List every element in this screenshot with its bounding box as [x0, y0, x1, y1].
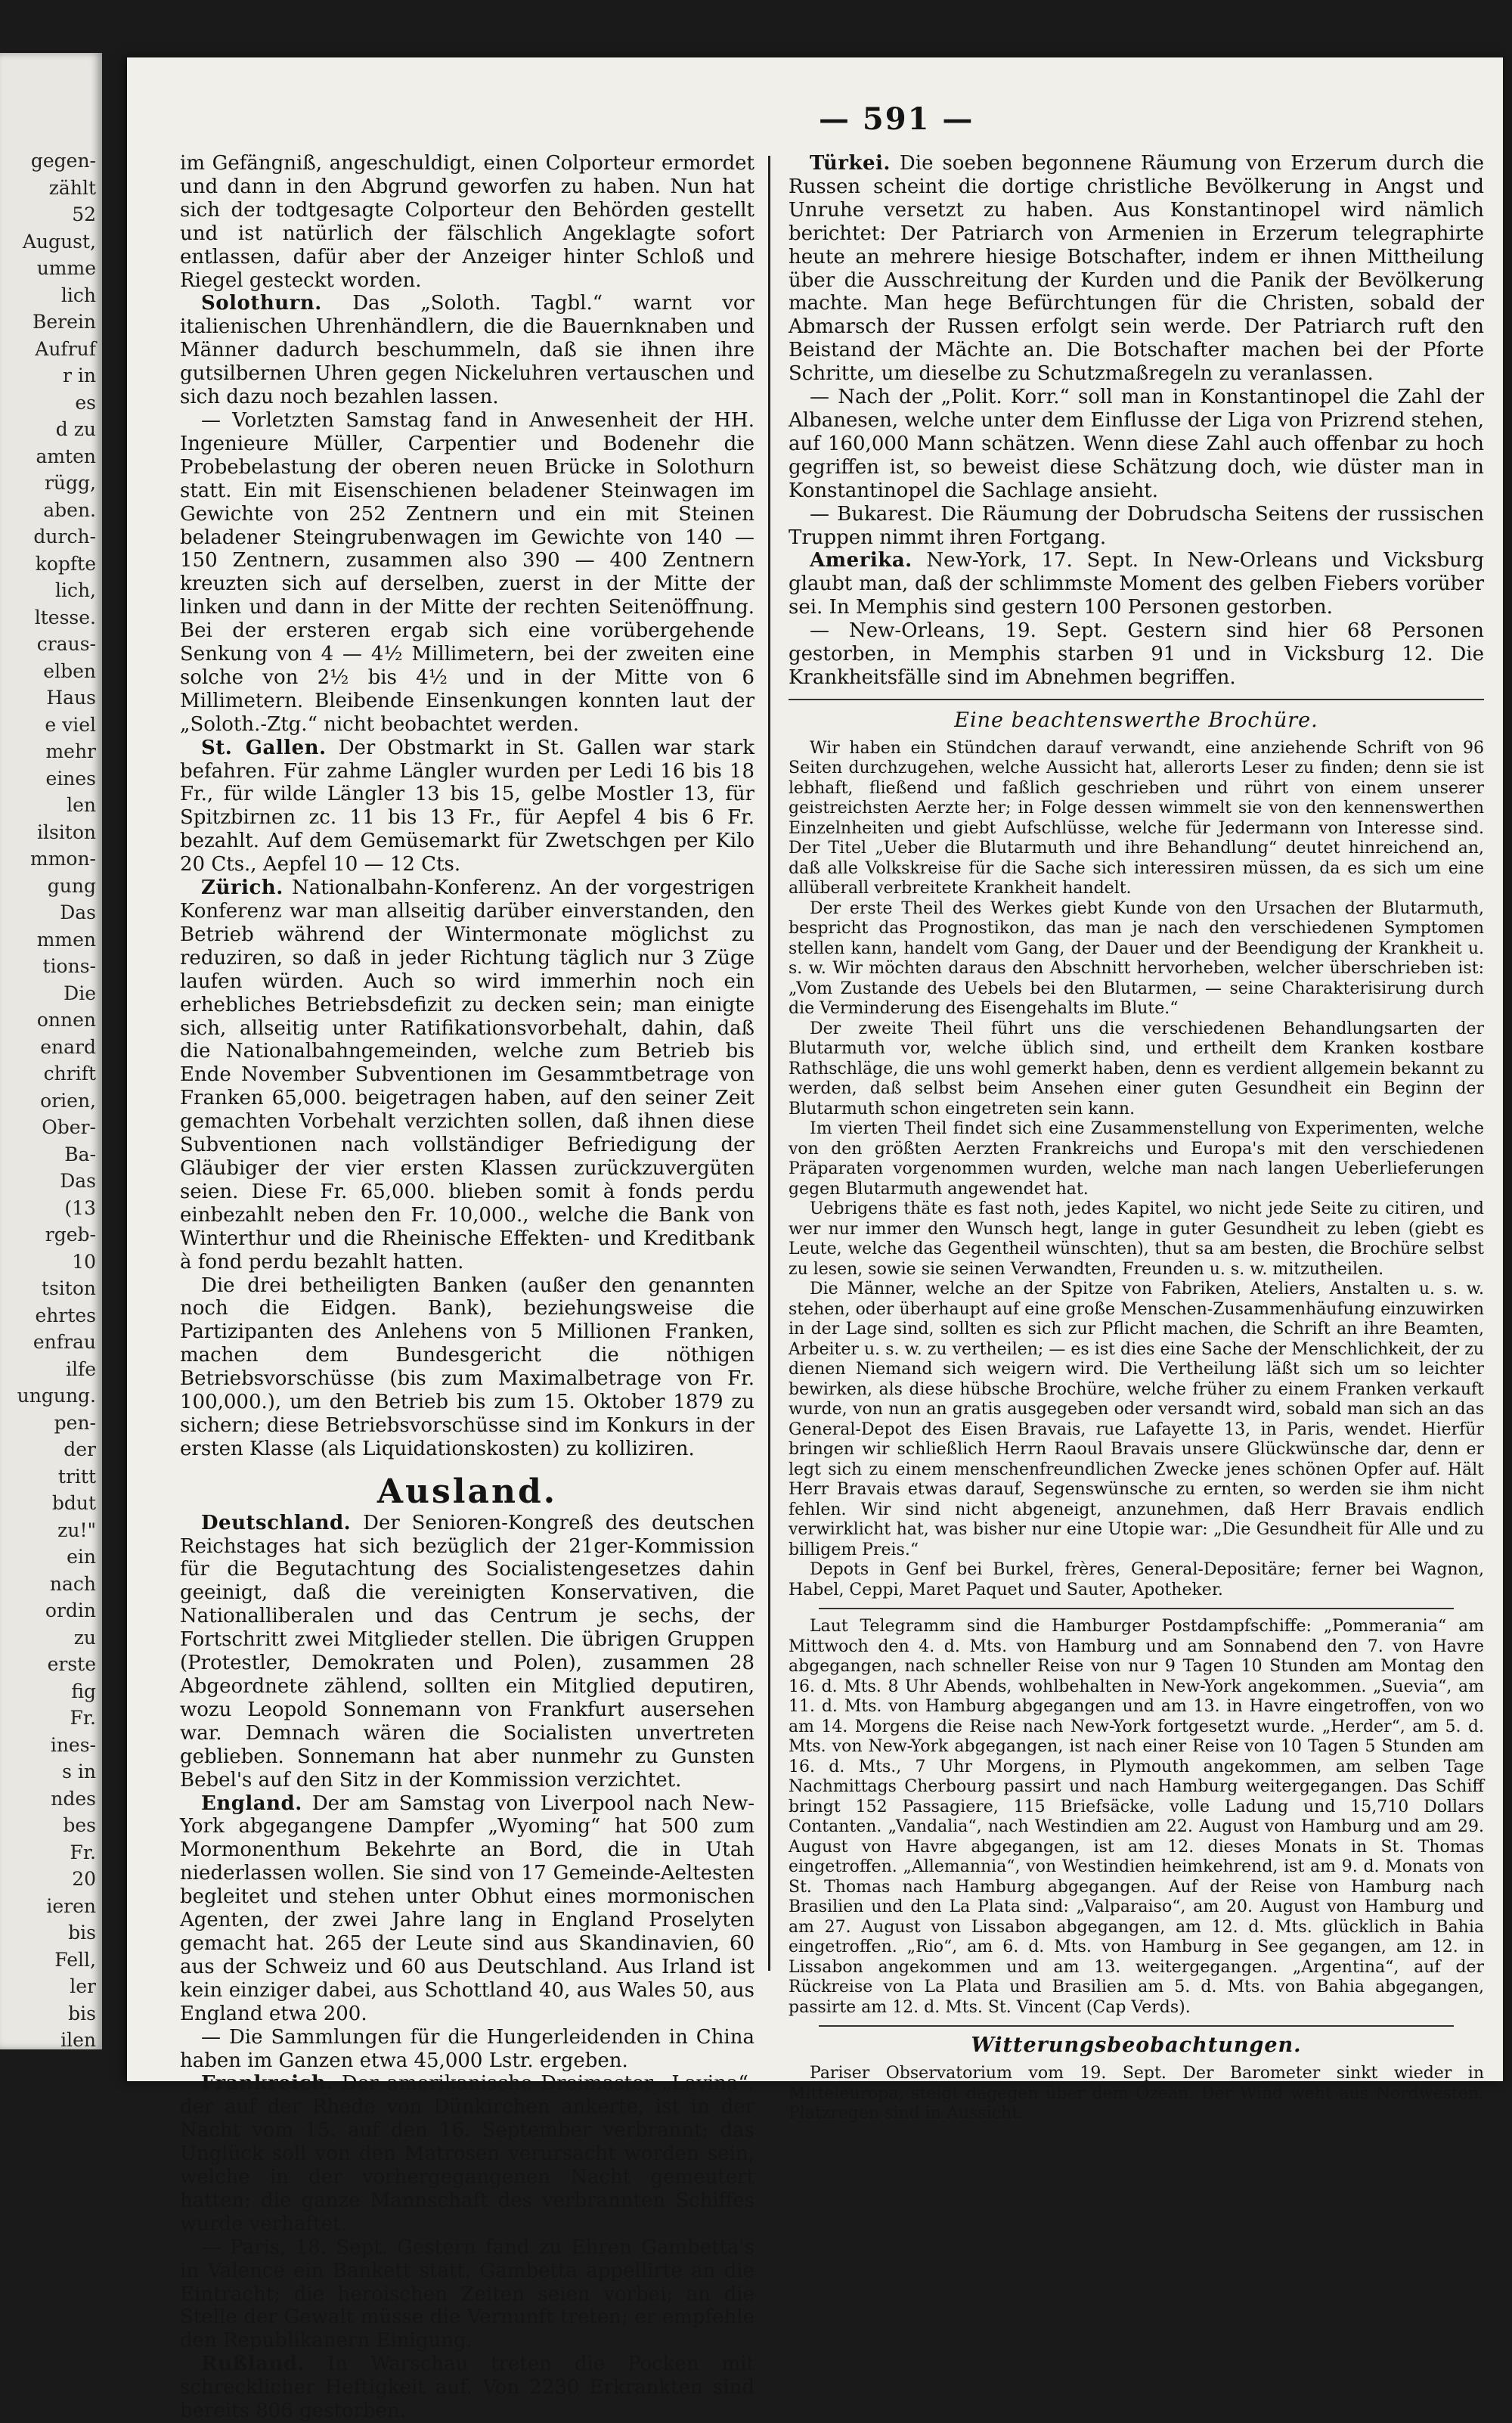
article-text: Der am Samstag von Liverpool nach New-York abgegangene Dampfer „Wyoming“ hat 500 zum Mormonenthum Bekehrte an Bord, die in Utah niederlassen wollen. Sie sind von 17 Gemeinde-Aeltesten begleitet und stehen unter Obhut eines mormonischen Agenten, der zwei Jahre lang in England Proselyten gemacht hat. 265 der Leute sind aus Skandinavien, 60 aus der Schweiz und 60 aus Deutschland. Aus Irland ist kein einziger dabei, aus Schottland 40, aus Wales 50, aus England etwa 200.	[180, 1792, 754, 2025]
brochure-title: Eine beachtenswerthe Brochüre.	[954, 708, 1318, 732]
section-head-russland: Rußland.	[201, 2353, 305, 2376]
article-russland	[180, 2353, 754, 2423]
telegram-notice	[789, 1617, 1484, 2018]
prev-page-fragment: Das	[60, 1170, 96, 1192]
prev-page-fragment: mehr	[45, 740, 96, 762]
prev-page-fragment: Fell,	[54, 1948, 96, 1971]
prev-page-fragment: rgeb-	[45, 1224, 96, 1246]
prev-page-fragment: aben.	[43, 498, 96, 521]
prev-page-fragment: ines-	[50, 1733, 96, 1756]
section-head-deutschland: Deutschland.	[201, 1511, 352, 1534]
brochure-article	[789, 739, 1484, 1601]
article-text: Nationalbahn-Konferenz. An der vorgestrigen Konferenz war man allseitig darüber einverstanden, den Betrieb während der Wintermonate möglichst zu reduziren, so daß in jeder Richtung täglich nur 3 Züge laufen würden. Auch so wird immerhin noch ein erhebliches Betriebsdefizit zu decken sein; man einigte sich, allseitig unter Ratifikationsvorbehalt, dahin, daß die Nationalbahngemeinden, welche zum Betrieb bis Ende November Subventionen im Gesammtbetrage von Franken 65,000. beigetragen haben, auf den seiner Zeit gemachten Vorbehalt verzichten sollen, daß ihnen diese Subventionen nach vollständiger Befriedigung der Gläubiger der vier ersten Klassen zurückzuvergüten seien. Diese Fr. 65,000. blieben somit à fonds perdu einbezahlt neben den Fr. 10,000., welche die Bank von Winterthur und die Rheinische Effekten- und Kreditbank à fond perdu bezahlt hatten.	[180, 876, 754, 1274]
article-paragraph: im Gefängniß, angeschuldigt, einen Colporteur ermordet und dann in den Abgrund geworfen zu haben. Nun hat sich der todtgesagte Colporteur den Behörden gestellt und ist natürlich der fälschlich Angeklagte sofort entlassen, dafür aber der Anzeiger hinter Schloß und Riegel gesteckt worden.	[180, 152, 754, 292]
prev-page-fragment: ilen	[60, 2029, 96, 2049]
prev-page-fragment: zu	[73, 1626, 96, 1649]
prev-page-fragment: tsiton	[41, 1277, 96, 1299]
left-column	[180, 152, 754, 2423]
prev-page-fragment: pen-	[54, 1411, 96, 1434]
prev-page-fragment: nach	[49, 1572, 96, 1595]
section-head-amerika: Amerika.	[810, 549, 912, 572]
brochure-paragraph: Der erste Theil des Werkes giebt Kunde von den Ursachen der Blutarmuth, bespricht das Prognostikon, das man je nach den verschiedenen Symptomen stellen kann, handelt vom Gang, der Dauer und der Beendigung der Krankheit u. s. w. Wir möchten daraus den Abschnitt hervorheben, welcher überschrieben ist: „Vom Zustande des Uebels bei den Blutarmen, — seine Charakterisirung durch die Verminderung des Eisengehalts im Blute.“	[789, 898, 1484, 1019]
article-text: In Warschau treten die Pocken mit schrecklicher Heftigkeit auf. Von 2230 Erkrankten sind bereits 806 gestorben.	[180, 2353, 754, 2423]
divider-line	[819, 1608, 1454, 1609]
divider-line	[819, 2025, 1454, 2027]
prev-page-fragment: enfrau	[33, 1331, 96, 1353]
prev-page-fragment: August,	[22, 230, 96, 253]
prev-page-fragment: umme	[36, 257, 96, 279]
prev-page-fragment: amten	[36, 445, 96, 467]
section-head-england: England.	[201, 1792, 302, 1815]
article-text: Das „Soloth. Tagbl.“ warnt vor italienischen Uhrenhändlern, die die Bauernknaben und Männer dadurch beschummeln, daß sie ihnen ihre gutsilbernen Uhren gegen Nickeluhren vertauschen und sich dazu noch bezahlen lassen.	[180, 292, 754, 409]
previous-page-strip	[0, 53, 102, 2049]
article-paragraph: Die drei betheiligten Banken (außer den genannten noch die Eidgen. Bank), beziehungsweise die Partizipanten des Anlehens von 5 Millionen Franken, machen dem Bundesgericht die nöthigen Betriebsvorschüsse (bis zum Maximalbetrage von Fr. 100,000.), um den Betrieb bis zum 15. Oktober 1879 zu sichern; diese Betriebsvorschüsse sind im Konkurs in der ersten Klasse (als Liquidationskosten) zu kolliziren.	[180, 1274, 754, 1460]
prev-page-fragment: ehrtes	[35, 1304, 96, 1326]
section-head-frankreich: Frankreich.	[201, 2072, 333, 2096]
newspaper-page	[127, 57, 1503, 2423]
prev-page-fragment: Ba-	[64, 1143, 96, 1165]
weather-report	[789, 2064, 1484, 2124]
prev-page-fragment: zu!"	[57, 1519, 96, 1541]
prev-page-fragment: ilfe	[65, 1357, 96, 1380]
page-number: — 591 —	[819, 101, 974, 137]
prev-page-fragment: 52	[72, 203, 96, 225]
prev-page-fragment: rügg,	[44, 472, 96, 494]
brochure-paragraph: Uebrigens thäte es fast noth, jedes Kapitel, wo nicht jede Seite zu citiren, und wer nur immer den Wunsch hegt, lange in guter Gesundheit zu leben (giebt es Leute, welche das Gegentheil wünschten), thut sa am besten, die Brochüre selbst zu lesen, sowie sie seinen Verwandten, Freunden u. s. w. mitzutheilen.	[789, 1199, 1484, 1279]
article-frankreich	[180, 2072, 754, 2235]
section-head-solothurn: Solothurn.	[201, 292, 322, 315]
prev-page-fragment: zählt	[48, 176, 96, 199]
prev-page-fragment: ndes	[51, 1787, 96, 1810]
prev-page-fragment: craus-	[36, 633, 96, 655]
prev-page-fragment: ilsiton	[36, 821, 96, 843]
brochure-paragraph: Die Männer, welche an der Spitze von Fabriken, Ateliers, Anstalten u. s. w. stehen, oder überhaupt auf eine große Menschen-Zusammenhäufung einzuwirken in der Lage sind, sollten es sich zur Pflicht machen, die Schrift an ihre Beamten, Arbeiter u. s. w. zu vertheilen; — es ist dies eine Sache der Menschlichkeit, der zu dienen Niemand sich weigern wird. Die Vertheilung läßt sich um so leichter bewirken, als diese hübsche Brochüre, welche früher zu einem Franken verkauft wurde, von nun an gratis ausgegeben oder versandt wird, sobald man sich an das General-Depot des Eisen Bravais, rue Lafayette 13, in Paris, wendet. Hierfür bringen wir schließlich Herrn Raoul Bravais unsere Glückwünsche dar, denn er legt sich zu einem menschenfreundlichen Zwecke jenes schönen Opfer auf. Hält Herr Bravais etwas darauf, Segenswünsche zu ernten, so werden sie ihm nicht fehlen. Wir sind nicht abgeneigt, anzunehmen, daß Herr Bravais endlich verwirklicht hat, was bisher nur eine Utopie war: „Die Gesundheit für Alle und zu billigem Preis.“	[789, 1280, 1484, 1559]
article-solothurn	[180, 292, 754, 409]
prev-page-fragment: 20	[72, 1868, 96, 1890]
divider-line	[789, 699, 1484, 700]
prev-page-fragment: mmen	[36, 928, 96, 951]
article-text: Der Senioren-Kongreß des deutschen Reichstages hat sich bezüglich der 21ger-Kommission für die Begutachtung des Socialistengesetzes dahin geeinigt, daß die vereinigten Konservativen, die Nationalliberalen und das Centrum je sechs, der Fortschritt zwei Mitglieder stellen. Die übrigen Gruppen (Protestler, Demokraten und Polen), zusammen 28 Abgeordnete zählend, sollten ein Mitglied deputiren, wozu Leopold Sonnemann von Frankfurt ausersehen war. Demnach wären die Socialisten unvertreten geblieben. Sonnemann hat aber nunmehr zu Gunsten Bebel's auf den Sitz in der Kommission verzichtet.	[180, 1511, 754, 1792]
prev-page-fragment: eines	[45, 767, 96, 790]
prev-page-fragment: bdut	[51, 1492, 96, 1514]
prev-page-fragment: 10	[72, 1250, 96, 1273]
prev-page-fragment: erste	[47, 1653, 96, 1675]
prev-page-fragment: len	[67, 794, 96, 816]
prev-page-fragment: Haus	[46, 687, 96, 709]
brochure-paragraph: Depots in Genf bei Burkel, frères, General-Depositäre; ferner bei Wagnon, Habel, Ceppi, Maret Paquet und Sauter, Apotheker.	[789, 1560, 1484, 1599]
prev-page-fragment: enard	[40, 1035, 96, 1058]
prev-page-fragment: ler	[70, 1975, 96, 1997]
weather-title: Witterungsbeobachtungen.	[971, 2034, 1302, 2058]
article-england	[180, 1792, 754, 2026]
prev-page-fragment: ein	[67, 1546, 96, 1568]
prev-page-fragment: Aufruf	[35, 337, 96, 360]
article-paragraph: — Vorletzten Samstag fand in Anwesenheit der HH. Ingenieure Müller, Carpentier und Bodenehr die Probebelastung der oberen neuen Brücke in Solothurn statt. Ein mit Eisenschienen beladener Steinwagen im Gewichte von 252 Zentnern und ein mit Steinen beladener Steingrubenwagen im Gewichte von 140 — 150 Zentnern, zusammen also 390 — 400 Zentnern kreuzten sich auf derselben, zuerst in der Mitte der linken und dann in der Mitte der rechten Seitenöffnung. Bei der ersteren ergab sich eine vorübergehende Senkung von 4 — 4½ Millimetern, bei der zweiten eine solche von 2½ bis 4½ und in der Mitte von 6 Millimetern. Bleibende Einsenkungen konnten laut der „Soloth.-Ztg.“ nicht beobachtet werden.	[180, 408, 754, 736]
weather-paragraph: Pariser Observatorium vom 19. Sept. Der Barometer sinkt wieder in Mitteleuropa, steigt dagegen über dem Ozean. Der Wind weht aus Nordwesten. Platzregen sind in Aussicht.	[789, 2064, 1484, 2124]
prev-page-fragment: durch-	[33, 526, 96, 548]
prev-page-fragment: tritt	[57, 1465, 96, 1488]
prev-page-fragment: lich	[60, 284, 96, 306]
telegram-paragraph: Laut Telegramm sind die Hamburger Postdampfschiffe: „Pommerania“ am Mittwoch den 4. d. Mts. von Hamburg und am Sonnabend den 7. von Havre abgegangen, nach schneller Reise von nur 9 Tagen 10 Stunden am Montag den 16. d. Mts. 8 Uhr Abends, wohlbehalten in New-York angekommen. „Suevia“, am 11. d. Mts. von Hamburg abgegangen und am 13. in Havre eingetroffen, von wo am 14. Morgens die Reise nach New-York fortgesetzt wurde. „Herder“, am 5. d. Mts. von New-York abgegangen, ist nach einer Reise von 10 Tagen 5 Stunden am 16. d. Mts., 7 Uhr Morgens, in Plymouth angekommen, am selben Tage Nachmittags Cherbourg passirt und nach Hamburg weitergegangen. Das Schiff bringt 152 Passagiere, 115 Briefsäcke, volle Ladung und 15,710 Dollars Contanten. „Vandalia“, nach Westindien am 22. August von Hamburg und am 29. August von Havre abgegangen, ist am 12. dieses Monats in St. Thomas eingetroffen. „Allemannia“, von Westindien heimkehrend, ist am 9. d. Monats von St. Thomas nach Hamburg abgegangen. Auf der Reise von Hamburg nach Brasilien und den La Plata sind: „Valparaiso“, am 20. August von Hamburg und am 27. August von Lissabon abgegangen, am 12. d. Mts. glücklich in Bahia eingetroffen. „Rio“, am 6. d. Mts. von Hamburg in See gegangen, am 12. in Lissabon angekommen und am 13. weitergegangen. „Argentina“, auf der Rückreise von La Plata und Brasilien am 5. d. Mts. von Bahia abgegangen, passirte am 12. d. Mts. St. Vincent (Cap Verds).	[789, 1617, 1484, 2017]
article-paragraph: — New-Orleans, 19. Sept. Gestern sind hier 68 Personen gestorben, in Memphis starben 91 und in Vicksburg 12. Die Krankheitsfälle sind im Abnehmen begriffen.	[789, 619, 1484, 689]
brochure-paragraph: Wir haben ein Stündchen darauf verwandt, eine anziehende Schrift von 96 Seiten durchzugehen, welche Aussicht hat, allerorts Leser zu finden; denn sie ist lebhaft, fließend und faßlich geschrieben und rührt von einem unserer geistreichsten Aerzte her; in Folge dessen wimmelt sie von den kennenswerthen Einzelnheiten und giebt Aufschlüsse, welche für Jedermann von Interesse sind. Der Titel „Ueber die Blutarmuth und ihre Behandlung“ deutet hinreichend an, daß alle Volkskreise für die Sache sich interessiren müssen, da es sich um eine allüberall verbreitete Krankheit handelt.	[789, 738, 1484, 898]
prev-page-fragment: Ober-	[42, 1116, 96, 1138]
prev-page-fragment: chrift	[43, 1063, 96, 1084]
prev-page-fragment: Fr.	[70, 1707, 96, 1729]
prev-page-fragment: (13	[64, 1196, 96, 1219]
article-text: New-York, 17. Sept. In New-Orleans und Vicksburg glaubt man, daß der schlimmste Moment des gelben Fiebers vorüber sei. In Memphis sind gestern 100 Personen gestorben.	[789, 549, 1484, 619]
prev-page-fragment: ordin	[45, 1599, 96, 1621]
prev-page-fragment: bis	[68, 1922, 96, 1944]
article-paragraph: — Nach der „Polit. Korr.“ soll man in Konstantinopel die Zahl der Albanesen, welche unter dem Einflusse der Liga von Prizrend stehen, auf 160,000 Mann schätzen. Wenn diese Zahl auch offenbar zu hoch gegriffen ist, so beweist diese Schätzung doch, wie düster man in Konstantinopel die Sachlage ansieht.	[789, 386, 1484, 502]
right-column	[789, 152, 1484, 2124]
prev-page-fragment: der	[64, 1438, 96, 1460]
prev-page-fragment: kopfte	[35, 552, 96, 575]
prev-page-fragment: tions-	[42, 955, 96, 977]
section-head-zurich: Zürich.	[201, 876, 284, 900]
prev-page-fragment: Die	[64, 982, 96, 1004]
prev-page-fragment: Das	[60, 901, 96, 923]
article-zurich	[180, 876, 754, 1274]
prev-page-fragment: gung	[47, 874, 96, 897]
prev-page-fragment: Berein	[32, 311, 96, 333]
prev-page-fragment: ltesse.	[34, 606, 96, 628]
article-amerika	[789, 549, 1484, 619]
prev-page-fragment: ieren	[46, 1894, 96, 1917]
prev-page-fragment: es	[75, 391, 96, 414]
prev-page-fragment: d zu	[55, 418, 96, 440]
prev-page-fragment: Fr.	[70, 1841, 96, 1863]
brochure-paragraph: Im vierten Theil findet sich eine Zusammenstellung von Experimenten, welche von den größten Aerzten Frankreichs und Europa's mit den verschiedenen Präparaten vorgenommen wurden, welche man nach langen Ueberlieferungen gegen Blutarmuth angewendet hat.	[789, 1119, 1484, 1199]
article-paragraph: — Paris, 18. Sept. Gestern fand zu Ehren Gambetta's in Valence ein Bankett statt. Gambetta appellirte an die Eintracht; die heroischen Zeiten seien vorbei; an die Stelle der Gewalt müsse die Vernunft treten; er empfehle den Republikanern Einigung.	[180, 2235, 754, 2353]
prev-page-fragment: lich,	[54, 579, 96, 601]
prev-page-fragment: onnen	[36, 1009, 96, 1031]
brochure-paragraph: Der zweite Theil führt uns die verschiedenen Behandlungsarten der Blutarmuth vor, welche üblich sind, und ertheilt dem Kranken kostbare Rathschläge, die uns wohl gemerkt haben, denn es verdient allgemein bekannt zu werden, daß selbst beim Ansehen einer guten Gesundheit ein Beginn der Blutarmuth schon eingetreten sein kann.	[789, 1019, 1484, 1118]
article-deutschland	[180, 1512, 754, 1792]
article-text: Der Obstmarkt in St. Gallen war stark befahren. Für zahme Längler wurden per Ledi 16 bis 18 Fr., für wilde Längler 13 bis 15, gelbe Mostler 13, für Spitzbirnen zc. 11 bis 13 Fr., für Aepfel 4 bis 6 Fr. bezahlt. Auf dem Gemüsemarkt für Zwetschgen per Kilo 20 Cts., Aepfel 10 — 12 Cts.	[180, 736, 754, 876]
prev-page-fragment: fig	[71, 1680, 96, 1702]
prev-page-fragment: r in	[63, 365, 96, 386]
prev-page-fragment: orien,	[40, 1089, 96, 1112]
column-divider	[768, 156, 770, 1971]
article-paragraph: — Die Sammlungen für die Hungerleidenden in China haben im Ganzen etwa 45,000 Lstr. ergeben.	[180, 2025, 754, 2072]
prev-page-fragment: ungung.	[17, 1385, 96, 1407]
prev-page-fragment: e viel	[45, 713, 96, 736]
section-title-ausland: Ausland.	[376, 1472, 558, 1511]
article-paragraph: — Bukarest. Die Räumung der Dobrudscha Seitens der russischen Truppen nimmt ihren Fortgang.	[789, 502, 1484, 549]
article-stgallen	[180, 737, 754, 876]
prev-page-fragment: mmon-	[29, 848, 96, 870]
prev-page-fragment: s in	[62, 1761, 96, 1782]
article-turkei	[789, 152, 1484, 386]
section-head-stgallen: St. Gallen.	[201, 736, 327, 759]
section-head-turkei: Türkei.	[810, 152, 891, 175]
prev-page-fragment: bes	[63, 1814, 96, 1836]
article-text: Die soeben begonnene Räumung von Erzerum durch die Russen scheint die dortige christliche Bevölkerung in Angst und Unruhe versetzt zu haben. Aus Konstantinopel wird nämlich berichtet: Der Patriarch von Armenien in Erzerum telegraphirte heute an mehrere hiesige Botschafter, indem er ihnen Mittheilung über die Ausschreitung der Kurden und die Panik der Bevölkerung machte. Man hege Befürchtungen für die Christen, sobald der Abmarsch der Russen erfolgt sein werde. Der Patriarch ruft den Beistand der Mächte an. Die Botschafter machen bei der Pforte Schritte, um dieselbe zu Schutzmaßregeln zu veranlassen.	[789, 152, 1484, 386]
prev-page-fragment: elben	[43, 659, 96, 682]
prev-page-fragment: bis	[68, 2002, 96, 2024]
article-text: Der amerikanische Dreimaster „Lavina“, der auf der Rhede von Dünkirchen ankerte, ist in der Nacht vom 15. auf den 16. September verbrannt; das Unglück soll von den Matrosen verursacht worden sein, welche in der vorhergegangenen Nacht gemeutert hatten; die ganze Mannschaft des verbrannten Schiffes wurde verhaftet.	[180, 2072, 754, 2235]
prev-page-fragment: gegen-	[30, 150, 96, 172]
